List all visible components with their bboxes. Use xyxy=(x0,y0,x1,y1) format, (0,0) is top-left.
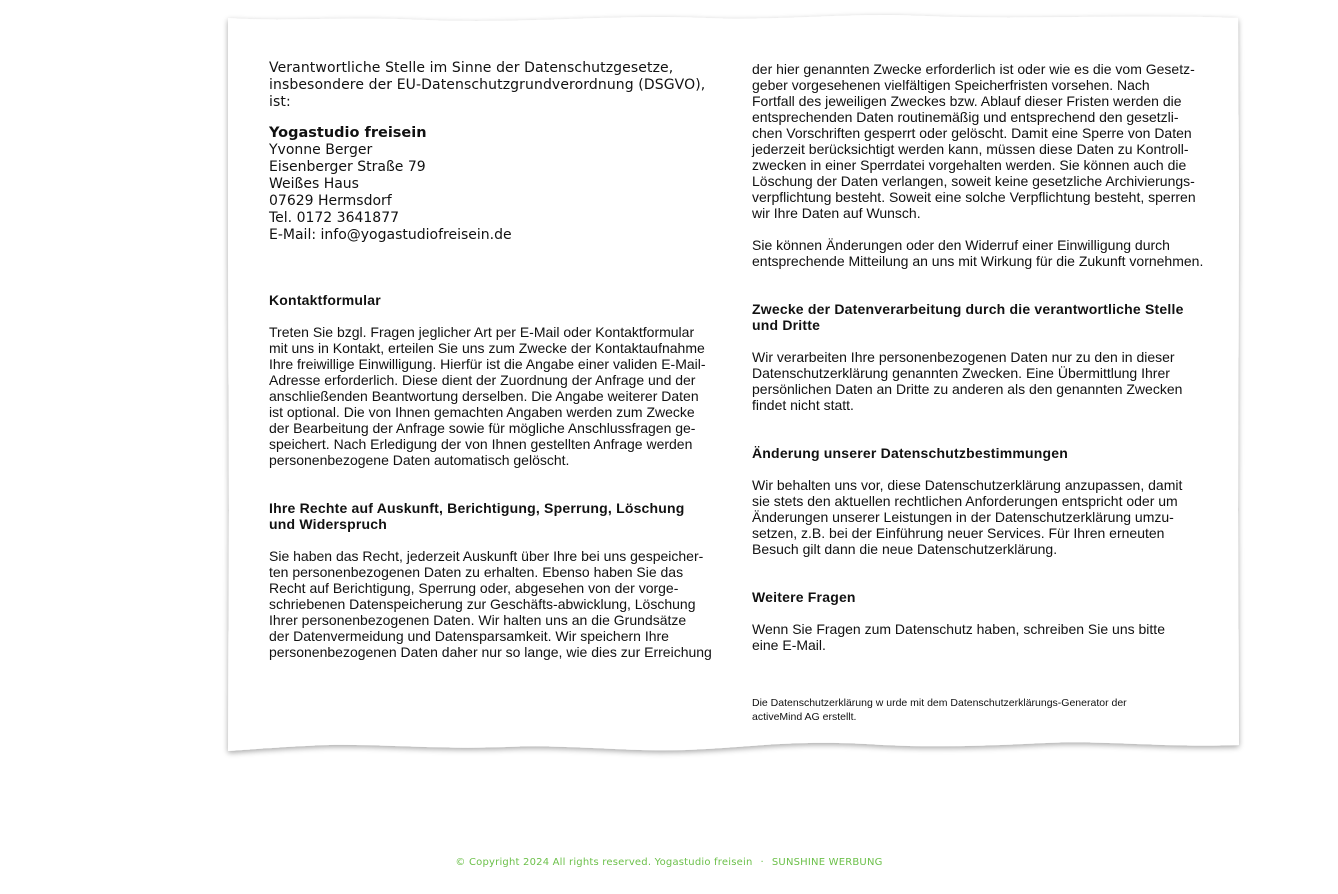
heading-fragen: Weitere Fragen xyxy=(752,589,856,605)
city: 07629 Hermsdorf xyxy=(269,193,392,209)
generator-note: Die Datenschutzerklärung w urde mit dem Datenschutzerklärungs-Generator der activeMind AG erstellt. xyxy=(752,696,1127,723)
page-footer xyxy=(0,857,1338,868)
email[interactable]: E-Mail: info@yogastudiofreisein.de xyxy=(269,227,512,243)
text-kontaktformular: Treten Sie bzgl. Fragen jeglicher Art per E-Mail oder Kontaktformular mit uns in Kontakt, erteilen Sie uns zum Zwecke der Kontaktaufnahme Ihre freiwillige Einwilligung. Hierfür ist die Angabe einer validen E-Mail- Adresse erforderlich. Diese dient der Zuordnung der Anfrage und der anschließenden Beantwortung derselben. Die Angabe weiterer Daten ist optional. Die von Ihnen gemachten Angaben werden zum Zwecke der Bearbeitung der Anfrage sowie für mögliche Anschlussfragen ge- speichert. Nach Erledigung der von Ihnen gestellten Anfrage werden personenbezogene Daten automatisch gelöscht. xyxy=(269,324,706,468)
company-name: Yogastudio freisein xyxy=(269,125,427,141)
intro-text: Verantwortliche Stelle im Sinne der Datenschutzgesetze, insbesondere der EU-Datenschutzgrundverordnung (DSGVO), ist: xyxy=(269,60,706,110)
address-block xyxy=(269,125,721,244)
house: Weißes Haus xyxy=(269,176,359,192)
footer-separator: · xyxy=(760,857,764,868)
contact-name: Yvonne Berger xyxy=(269,142,373,158)
phone: Tel. 0172 3641877 xyxy=(269,210,400,226)
street: Eisenberger Straße 79 xyxy=(269,159,426,175)
right-column xyxy=(752,61,1214,734)
text-zwecke: Wir verarbeiten Ihre personenbezogenen Daten nur zu den in dieser Datenschutzerklärung genannten Zwecken. Eine Übermittlung Ihrer persönlichen Daten an Dritte zu anderen als den genannten Zwecken findet nicht statt. xyxy=(752,349,1183,413)
footer-agency-link[interactable]: SUNSHINE WERBUNG xyxy=(771,857,883,868)
footer-copyright: © Copyright 2024 All rights reserved. Yogastudio freisein xyxy=(455,857,753,868)
text-fragen: Wenn Sie Fragen zum Datenschutz haben, schreiben Sie uns bitte eine E-Mail. xyxy=(752,621,1165,653)
text-aenderung: Wir behalten uns vor, diese Datenschutzerklärung anzupassen, damit sie stets den aktuellen rechtlichen Anforderungen entspricht oder um Änderungen unserer Leistungen in der Datenschutzerklärung umzu- setzen, z.B. bei der Einführung neuer Services. Für Ihren erneuten Besuch gilt dann die neue Datenschutzerklärung. xyxy=(752,477,1183,557)
text-rechte-continued: der hier genannten Zwecke erforderlich ist oder wie es die vom Gesetz- geber vorgesehenen vielfältigen Speicherfristen vorsehen. Nach Fortfall des jeweiligen Zweckes bzw. Ablauf dieser Fristen werden die entsprechenden Daten routinemäßig und entsprechend den gesetzli- chen Vorschriften gesperrt oder gelöscht. Damit eine Sperre von Daten jederzeit berücksichtigt werden kann, müssen diese Daten zu Kontroll- zwecken in einer Sperrdatei vorgehalten werden. Sie können auch die Löschung der Daten verlangen, soweit keine gesetzliche Archivierungs- verpflichtung besteht. Soweit eine solche Verpflichtung besteht, sperren wir Ihre Daten auf Wunsch. xyxy=(752,61,1196,221)
heading-aenderung: Änderung unserer Datenschutzbestimmungen xyxy=(752,445,1069,461)
left-column xyxy=(269,60,721,660)
paper-sheet xyxy=(226,10,1241,755)
text-rechte: Sie haben das Recht, jederzeit Auskunft über Ihre bei uns gespeicher- ten personenbezogenen Daten zu erhalten. Ebenso haben Sie das Recht auf Berichtigung, Sperrung oder, abgesehen von der vorge- schriebenen Datenspeicherung zur Geschäfts-abwicklung, Löschung Ihrer personenbezogenen Daten. Wir halten uns an die Grundsätze der Datenvermeidung und Datensparsamkeit. Wir speichern Ihre personenbezogenen Daten daher nur so lange, wie dies zur Erreichung xyxy=(269,548,712,660)
heading-kontaktformular: Kontaktformular xyxy=(269,292,381,308)
heading-rechte: Ihre Rechte auf Auskunft, Berichtigung, Sperrung, Löschung und Widerspruch xyxy=(269,500,685,532)
heading-zwecke: Zwecke der Datenverarbeitung durch die verantwortliche Stelle und Dritte xyxy=(752,301,1184,333)
text-widerruf: Sie können Änderungen oder den Widerruf einer Einwilligung durch entsprechende Mitteilung an uns mit Wirkung für die Zukunft vornehmen. xyxy=(752,237,1204,269)
